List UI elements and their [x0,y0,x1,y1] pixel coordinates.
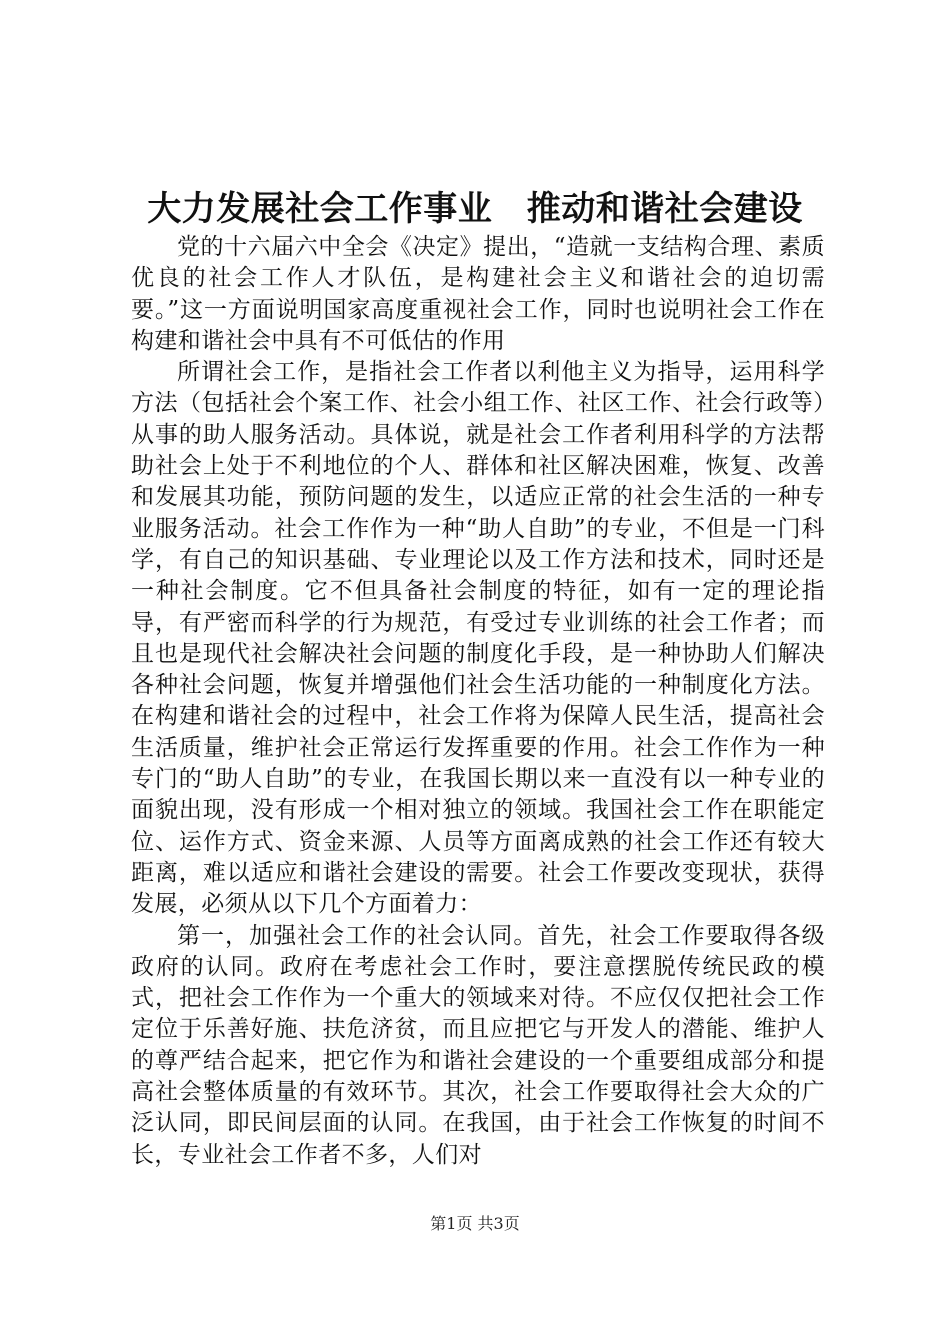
paragraph-2: 所谓社会工作，是指社会工作者以利他主义为指导，运用科学方法（包括社会个案工作、社会小组工作、社区工作、社会行政等）从事的助人服务活动。具体说，就是社会工作者利用科学的方法帮助社会上处于不利地位的个人、群体和社区解决困难，恢复、改善和发展其功能，预防问题的发生，以适应正常的社会生活的一种专业服务活动。社会工作作为一种“助人自助”的专业，不但是一门科学，有自己的知识基础、专业理论以及工作方法和技术，同时还是一种社会制度。它不但具备社会制度的特征，如有一定的理论指导，有严密而科学的行为规范，有受过专业训练的社会工作者；而且也是现代社会解决社会问题的制度化手段，是一种协助人们解决各种社会问题，恢复并增强他们社会生活功能的一种制度化方法。在构建和谐社会的过程中，社会工作将为保障人民生活，提高社会生活质量，维护社会正常运行发挥重要的作用。社会工作作为一种专门的“助人自助”的专业，在我国长期以来一直没有以一种专业的面貌出现，没有形成一个相对独立的领域。我国社会工作在职能定位、运作方式、资金来源、人员等方面离成熟的社会工作还有较大距离，难以适应和谐社会建设的需要。社会工作要改变现状，获得发展，必须从以下几个方面着力： [131,359,825,918]
paragraph-3: 第一，加强社会工作的社会认同。首先，社会工作要取得各级政府的认同。政府在考虑社会工作时，要注意摆脱传统民政的模式，把社会工作作为一个重大的领域来对待。不应仅仅把社会工作定位于乐善好施、扶危济贫，而且应把它与开发人的潜能、维护人的尊严结合起来，把它作为和谐社会建设的一个重要组成部分和提高社会整体质量的有效环节。其次，社会工作要取得社会大众的广泛认同，即民间层面的认同。在我国，由于社会工作恢复的时间不长，专业社会工作者不多，人们对 [131,922,825,1168]
document-body [131,232,825,1171]
document-title: 大力发展社会工作事业 推动和谐社会建设 [147,189,803,229]
page-number-footer: 第1页 共3页 [430,1214,520,1233]
paragraph-1: 党的十六届六中全会《决定》提出，“造就一支结构合理、素质优良的社会工作人才队伍，是构建社会主义和谐社会的迫切需要。”这一方面说明国家高度重视社会工作，同时也说明社会工作在构建和谐社会中具有不可低估的作用 [131,234,825,354]
